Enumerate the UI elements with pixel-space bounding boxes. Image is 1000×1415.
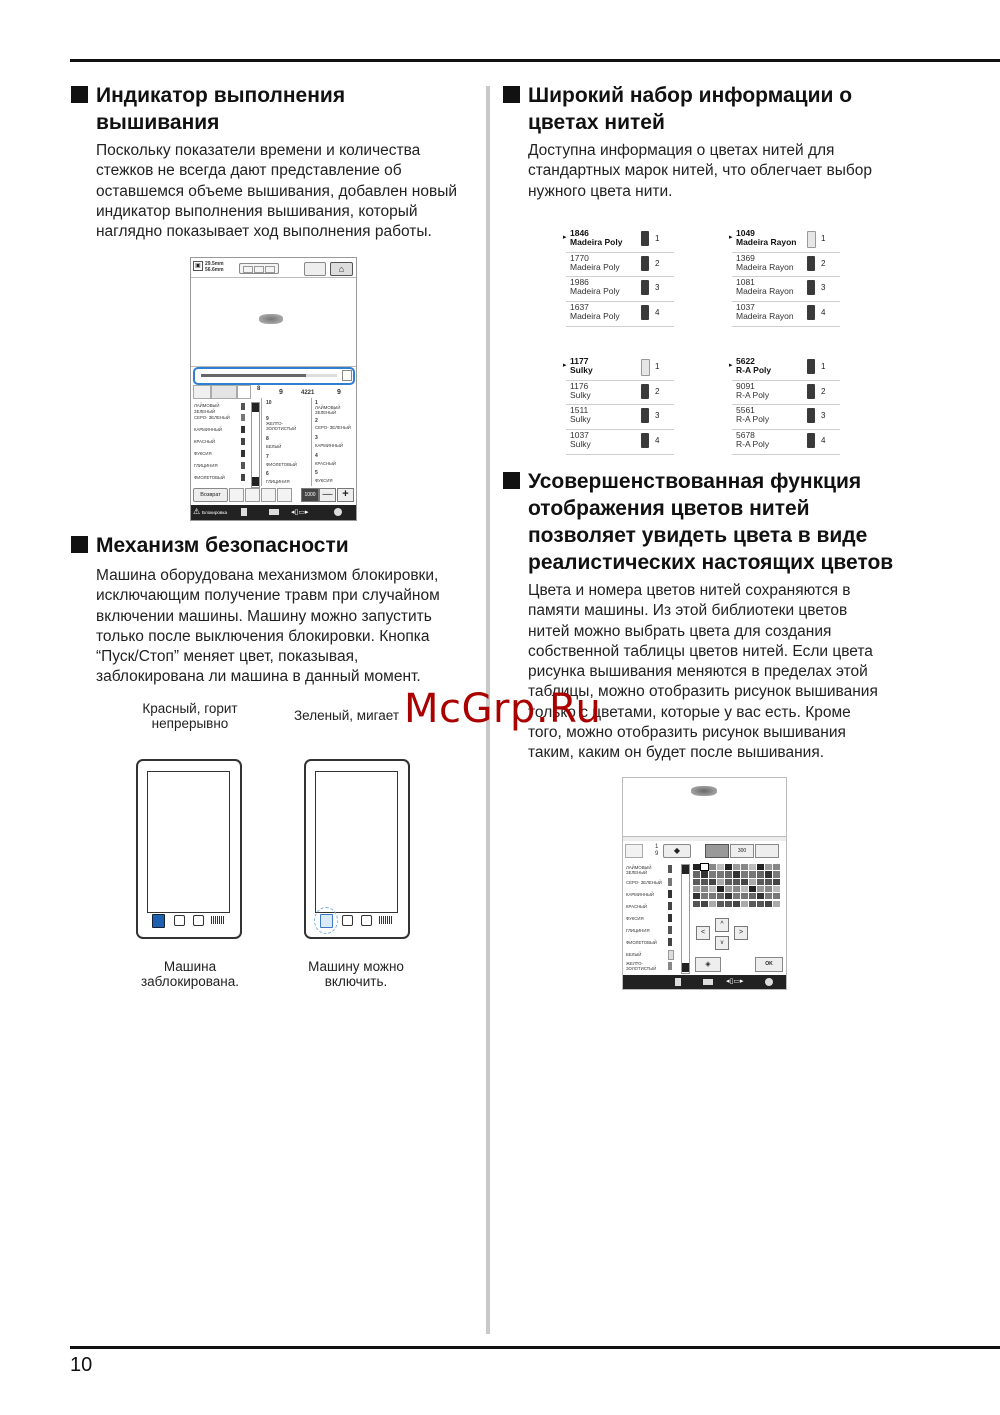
palette-swatch[interactable] (725, 893, 732, 899)
bullet-square-icon (71, 536, 88, 553)
section-heading-thread-info: Широкий набор информации о цветах нитей (503, 82, 923, 136)
palette-swatch[interactable] (717, 864, 724, 870)
embroidery-screen-palette: 1 9 ◆ 300 ЛАЙМОВЫЙ ЗЕЛЕНЫЙ СЕРО- ЗЕЛЕНЫЙ КАРМИННЫЙ КРАСНЫЙ ФУКСИЯ ГЛИЦИНИЯ ФИОЛЕТОВЫЙ БЕЛЫЙ ЖЕЛТО-ЗОЛОТИСТЫЙ ^ < > v ◈ OK ◂▯▭▸ (622, 777, 787, 990)
thread-row[interactable]: 1176 Sulky 2 (566, 381, 674, 406)
back-button[interactable]: Возврат (193, 488, 228, 502)
section-heading-realistic-colors: Усовершенствованная функция отображения цветов нитей позволяет увидеть цвета в виде реалистических настоящих цветов (503, 468, 923, 576)
palette-swatch[interactable] (749, 893, 756, 899)
color-list-item[interactable]: ФУКСИЯ (194, 451, 212, 456)
thread-row[interactable]: ▸ 1846 Madeira Poly 1 (566, 228, 674, 253)
palette-swatch[interactable] (693, 864, 700, 870)
caption-unlocked: Машину можно включить. (308, 959, 404, 989)
color-list-item[interactable]: СЕРО- ЗЕЛЕНЫЙ (626, 880, 662, 885)
section-body-realistic-colors: Цвета и номера цветов нитей сохраняются в памяти машины. Из этой библиотеки цветов нитей можно выбрать цвета для создания собственной таблицы цветов нитей. Если цвета рисунка вышивания меняются в пределах этой таблицы, можно отобразить рисунок вышивания только с цветами, которые у вас есть. Кроме того, можно отобразить рисунок вышивания таким, каким он будет после вышивания. (528, 582, 878, 762)
thread-row[interactable]: ▸ 5622 R-A Poly 1 (732, 356, 840, 381)
spool-icon (641, 256, 649, 271)
spool-icon (807, 359, 815, 374)
palette-swatch[interactable] (765, 879, 772, 885)
palette-swatch[interactable] (733, 901, 740, 907)
panel-button[interactable] (361, 915, 372, 926)
palette-swatch[interactable] (773, 871, 780, 877)
list-scrollbar[interactable] (251, 402, 260, 488)
palette-swatch[interactable] (749, 879, 756, 885)
pattern-display (623, 778, 786, 837)
color-list-item[interactable]: ФУКСИЯ (626, 916, 644, 921)
thread-table-ra-poly (729, 356, 840, 455)
color-list-item[interactable]: ЖЕЛТО-ЗОЛОТИСТЫЙ (626, 961, 657, 971)
palette-swatch[interactable] (733, 864, 740, 870)
progress-icon (342, 370, 352, 381)
color-list-item[interactable]: БЕЛЫЙ (626, 952, 642, 957)
palette-swatch[interactable] (717, 893, 724, 899)
palette-swatch[interactable] (733, 886, 740, 892)
thread-row[interactable]: 1511 Sulky 3 (566, 405, 674, 430)
panel-screen (315, 771, 398, 913)
palette-swatch[interactable] (773, 886, 780, 892)
palette-swatch[interactable] (757, 864, 764, 870)
presser-foot-icon (193, 385, 211, 399)
machine-icon[interactable] (269, 509, 279, 515)
color-list-item[interactable]: КРАСНЫЙ (194, 439, 215, 444)
spool-icon (807, 305, 815, 320)
machine-panel-unlocked (304, 759, 410, 939)
pattern-display (191, 277, 356, 367)
spool-icon (807, 256, 815, 271)
palette-swatch[interactable] (773, 864, 780, 870)
section-heading-safety: Механизм безопасности (71, 532, 471, 559)
palette-swatch[interactable] (725, 879, 732, 885)
tool-button[interactable] (261, 488, 276, 502)
palette-swatch[interactable] (701, 871, 708, 877)
caption-locked: Машина заблокирована. (140, 959, 240, 989)
palette-swatch[interactable] (741, 879, 748, 885)
section-body-thread-info: Доступна информация о цветах нитей для стандартных марок нитей, что облегчает выбор нужного цвета нити. (528, 142, 873, 200)
palette-swatch[interactable] (709, 901, 716, 907)
spool-icon (641, 384, 649, 399)
palette-swatch[interactable] (741, 864, 748, 870)
palette-swatch[interactable] (765, 871, 772, 877)
palette-swatch[interactable] (701, 879, 708, 885)
document-icon[interactable] (241, 508, 247, 516)
thread-icon (237, 385, 251, 399)
progress-indicator-highlight (193, 367, 355, 385)
stitch-order-list: 10 9 ЖЕЛТО-ЗОЛОТИСТЫЙ 8 БЕЛЫЙ 7 ФИОЛЕТОВЫЙ 6 ГЛИЦИНИЯ (261, 398, 312, 486)
spool-icon (641, 280, 649, 295)
palette-swatch[interactable] (757, 879, 764, 885)
thread-row[interactable]: 1081 Madeira Rayon 3 (732, 277, 840, 302)
color-palette-grid[interactable] (693, 864, 783, 909)
label-red-steady: Красный, горит непрерывно (142, 701, 238, 731)
needle-icon[interactable]: ◂▯▭▸ (291, 509, 309, 516)
tool-button[interactable] (277, 488, 292, 502)
embroidery-pattern-icon (691, 786, 717, 796)
thread-row[interactable]: ▸ 1049 Madeira Rayon 1 (732, 228, 840, 253)
palette-swatch[interactable] (741, 893, 748, 899)
thread-row[interactable]: 9091 R-A Poly 2 (732, 381, 840, 406)
arrow-left-button[interactable]: < (696, 926, 710, 940)
section-body-safety: Машина оборудована механизмом блокировки, исключающим получение травм при случайном включении машины. Машину можно запустить только после выключения блокировки. Кнопка “Пуск/Стоп” меняет цвет, показывая, заблокирована ли машина в данный момент. (96, 567, 440, 686)
presser-foot-icon (625, 844, 643, 858)
palette-swatch[interactable] (749, 864, 756, 870)
status-bar: ⚠ Блокировка ◂▯▭▸ (191, 505, 356, 520)
color-list-item[interactable]: ЛАЙМОВЫЙ ЗЕЛЕНЫЙ (194, 403, 220, 414)
palette-swatch[interactable] (693, 871, 700, 877)
palette-swatch[interactable] (701, 886, 708, 892)
tool-button[interactable] (245, 488, 260, 502)
list-scrollbar[interactable] (681, 864, 690, 974)
bottom-rule (70, 1346, 1000, 1349)
speaker-grille-icon (211, 916, 224, 924)
thread-table-sulky (563, 356, 674, 455)
ok-button[interactable]: OK (755, 957, 783, 972)
needle-icon[interactable]: ◂▯▭▸ (726, 978, 744, 985)
page-number: 10 (70, 1354, 93, 1376)
thread-row[interactable]: 1770 Madeira Poly 2 (566, 253, 674, 278)
warning-icon: ⚠ (193, 507, 201, 516)
thread-table-madeira-rayon (729, 228, 840, 327)
panel-screen (147, 771, 230, 913)
spool-icon (641, 305, 649, 320)
palette-swatch[interactable] (749, 901, 756, 907)
spool-icon (641, 231, 649, 246)
bullet-square-icon (71, 86, 88, 103)
thread-row[interactable]: ▸ 1177 Sulky 1 (566, 356, 674, 381)
palette-swatch[interactable] (765, 893, 772, 899)
section-heading-progress: Индикатор выполнения вышивания (71, 82, 471, 136)
progress-bar (201, 374, 337, 377)
palette-swatch[interactable] (757, 893, 764, 899)
palette-swatch[interactable] (741, 886, 748, 892)
pointer-icon: ▸ (563, 234, 567, 241)
color-list-item[interactable]: ГЛИЦИНИЯ (626, 928, 650, 933)
thread-row[interactable]: 1986 Madeira Poly 3 (566, 277, 674, 302)
frame-size-icon: ▣ (193, 261, 203, 271)
spool-icon (641, 359, 650, 376)
spool-icon (807, 384, 815, 399)
arrow-down-button[interactable]: v (715, 936, 729, 950)
palette-swatch[interactable] (693, 886, 700, 892)
palette-swatch[interactable] (733, 893, 740, 899)
clock-icon[interactable] (334, 508, 342, 516)
palette-swatch[interactable] (733, 879, 740, 885)
spool-icon (641, 408, 649, 423)
palette-swatch[interactable] (757, 901, 764, 907)
clock-icon[interactable] (765, 978, 773, 986)
thread-row[interactable]: 1037 Madeira Rayon 4 (732, 302, 840, 327)
palette-swatch[interactable] (693, 879, 700, 885)
spool-icon (807, 280, 815, 295)
embroidery-pattern-icon (259, 314, 283, 324)
arrow-right-button[interactable]: > (734, 926, 748, 940)
palette-swatch[interactable] (717, 886, 724, 892)
thread-row[interactable]: 1369 Madeira Rayon 2 (732, 253, 840, 278)
pointer-icon: ▸ (729, 234, 733, 241)
palette-swatch[interactable] (765, 901, 772, 907)
section-body-progress: Поскольку показатели времени и количества стежков не всегда дают представление об оставшемся объеме вышивания, добавлен новый индикатор выполнения вышивания, который наглядно показывает ход выполнения работы. (96, 142, 457, 241)
palette-swatch[interactable] (717, 871, 724, 877)
speed-down-button[interactable]: — (319, 488, 336, 502)
thread-row[interactable]: 1637 Madeira Poly 4 (566, 302, 674, 327)
home-icon[interactable]: ⌂ (330, 262, 353, 276)
thread-row[interactable]: 5561 R-A Poly 3 (732, 405, 840, 430)
spool-view-button[interactable] (755, 844, 779, 858)
tool-button[interactable] (229, 488, 244, 502)
palette-swatch[interactable] (741, 871, 748, 877)
palette-swatch[interactable] (709, 886, 716, 892)
thread-row[interactable]: 1037 Sulky 4 (566, 430, 674, 455)
palette-swatch[interactable] (765, 886, 772, 892)
image-key-button[interactable] (304, 262, 326, 276)
palette-swatch[interactable] (701, 901, 708, 907)
palette-swatch[interactable] (701, 893, 708, 899)
status-bar (623, 975, 786, 989)
palette-swatch[interactable] (709, 893, 716, 899)
frame-selector[interactable] (239, 263, 279, 274)
color-list-item[interactable]: ФИОЛЕТОВЫЙ (626, 940, 657, 945)
blink-rays-icon (314, 907, 338, 934)
progress-fill (201, 374, 306, 377)
thread-table-madeira-poly (563, 228, 674, 327)
color-order-list: 1 ЛАЙМОВЫЙ ЗЕЛЕНЫЙ 2 СЕРО- ЗЕЛЕНЫЙ 3 КАРМИННЫЙ 4 КРАСНЫЙ 5 ФУКСИЯ (311, 398, 355, 486)
view-button[interactable] (211, 385, 237, 399)
watermark: McGrp.Ru (404, 686, 602, 732)
label-green-blinking: Зеленый, мигает (294, 708, 400, 723)
color-list-item[interactable]: КРАСНЫЙ (626, 904, 647, 909)
start-stop-button-locked[interactable] (152, 914, 165, 928)
palette-swatch[interactable] (709, 871, 716, 877)
palette-swatch[interactable] (725, 871, 732, 877)
palette-swatch[interactable] (749, 886, 756, 892)
palette-swatch[interactable] (765, 864, 772, 870)
arrow-up-button[interactable]: ^ (715, 918, 729, 932)
palette-300-button[interactable]: 300 (730, 844, 754, 858)
color-list (625, 864, 681, 972)
spool-icon (641, 433, 649, 448)
speaker-grille-icon (379, 916, 392, 924)
palette-swatch[interactable] (693, 893, 700, 899)
machine-panel-locked (136, 759, 242, 939)
color-list-item[interactable]: ФИОЛЕТОВЫЙ (194, 475, 225, 480)
spool-icon (807, 408, 815, 423)
panel-button[interactable] (342, 915, 353, 926)
color-list-item[interactable]: КАРМИННЫЙ (194, 427, 222, 432)
palette-swatch[interactable] (709, 864, 716, 870)
cube-icon[interactable]: ◆ (663, 844, 691, 858)
color-list-item[interactable]: КАРМИННЫЙ (626, 892, 654, 897)
pointer-icon: ▸ (563, 362, 567, 369)
thread-view-button[interactable] (705, 844, 729, 858)
speed-display: 1000 (301, 488, 319, 502)
palette-swatch[interactable] (749, 871, 756, 877)
machine-icon[interactable] (703, 979, 713, 985)
palette-swatch[interactable] (701, 864, 708, 870)
palette-swatch[interactable] (693, 901, 700, 907)
color-list-item[interactable]: ЛАЙМОВЫЙ ЗЕЛЕНЫЙ (626, 865, 652, 875)
spool-icon (807, 433, 815, 448)
palette-swatch[interactable] (773, 901, 780, 907)
document-icon[interactable] (675, 978, 681, 986)
pointer-icon: ▸ (729, 362, 733, 369)
palette-swatch[interactable] (773, 879, 780, 885)
palette-swatch[interactable] (725, 864, 732, 870)
palette-swatch[interactable] (717, 901, 724, 907)
palette-swatch[interactable] (757, 886, 764, 892)
panel-button[interactable] (174, 915, 185, 926)
color-list-item[interactable]: СЕРО- ЗЕЛЕНЫЙ (194, 415, 230, 420)
color-list (193, 401, 251, 485)
bullet-square-icon (503, 86, 520, 103)
palette-swatch[interactable] (725, 886, 732, 892)
panel-button[interactable] (193, 915, 204, 926)
speed-up-button[interactable]: + (337, 488, 354, 502)
palette-swatch[interactable] (733, 871, 740, 877)
palette-swatch[interactable] (709, 879, 716, 885)
palette-swatch[interactable] (741, 901, 748, 907)
palette-swatch[interactable] (757, 871, 764, 877)
palette-swatch[interactable] (717, 879, 724, 885)
palette-swatch[interactable] (725, 901, 732, 907)
top-rule (70, 59, 1000, 62)
embroidery-screen-progress: ▣ 29.5mm 56.6mm ⌂ 8 9 4221 9 ЛАЙМОВЫЙ ЗЕЛЕНЫЙ СЕРО- ЗЕЛЕНЫЙ КАРМИННЫЙ КРАСНЫЙ ФУКСИЯ ГЛИЦИНИЯ ФИОЛЕТОВЫЙ 10 9 ЖЕЛТО-ЗОЛОТИСТЫЙ 8 БЕЛЫЙ 7 ФИОЛЕТОВЫЙ 6 ГЛИЦИНИЯ 1 ЛАЙМОВЫЙ ЗЕЛЕНЫЙ 2 СЕРО- ЗЕЛЕНЫЙ 3 КАРМИННЫЙ 4 КРАСНЫЙ 5 ФУКСИЯ Возврат 1000 — + ⚠ Блокировка ◂▯▭▸ (190, 257, 357, 521)
spool-icon (807, 231, 816, 248)
palette-swatch[interactable] (773, 893, 780, 899)
bullet-square-icon (503, 472, 520, 489)
thread-row[interactable]: 5678 R-A Poly 4 (732, 430, 840, 455)
color-list-item[interactable]: ГЛИЦИНИЯ (194, 463, 218, 468)
color-picker-button[interactable]: ◈ (695, 957, 721, 972)
